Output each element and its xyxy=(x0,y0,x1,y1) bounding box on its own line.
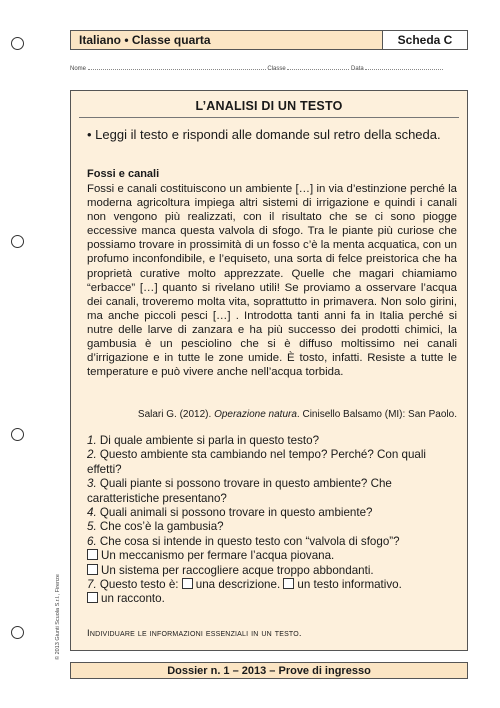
question-5 xyxy=(87,520,462,534)
question-number: 2. xyxy=(87,448,97,462)
question-6 xyxy=(87,535,462,549)
passage-title: Fossi e canali xyxy=(87,168,160,180)
header-title: Italiano • Classe quarta xyxy=(79,33,211,47)
option-label: Un meccanismo per fermare l’acqua piovana. xyxy=(101,549,335,563)
checkbox[interactable] xyxy=(87,549,98,560)
source-author: Salari G. (2012). xyxy=(137,409,215,420)
copyright-note: © 2013 Giunti Scuola S.r.l., Firenze xyxy=(55,574,61,660)
question-2 xyxy=(87,448,462,477)
source-book-title: Operazione natura xyxy=(214,409,297,420)
question-text: Quali animali si possono trovare in questo ambiente? xyxy=(96,506,373,520)
q7-option-c xyxy=(87,592,462,606)
date-label: Data xyxy=(351,66,364,72)
reading-passage: Fossi e canali costituiscono un ambiente […] in via d’estinzione perché la moderna agricoltura impiega altri sistemi di irrigazione e quindi i canali non vengono più realizzati, con il risultato che se ci sono piogge eccessive manca questa valvola di sfogo. Tra le piante più curiose che possiamo trovare in prossimità di un fosso c’è la menta acquatica, con un profumo inconfondibile, e l’equiseto, una sorta di felce preistorica che ha proprietà curative molto apprezzate. Quelle che magari chiamiamo “erbacce” […] quanto si rivelano utili! Se proviamo a osservare l’acqua dei canali, troveremo molta vita, soprattutto in primavera. Non solo girini, ma anche piccoli pesci […] . Introdotta tanti anni fa in Italia perché si nutre delle larve di zanzara e ha più successo dei prodotti chimici, la gambusia è un pesciolino che si è diffuso moltissimo nei canali d’irrigazione e in tutte le zone umide. È tosto, infatti. Resiste a tutte le temperature e può vivere anche nell’acqua torbida. xyxy=(87,183,457,379)
question-7 xyxy=(87,578,462,592)
checkbox[interactable] xyxy=(87,564,98,575)
question-list xyxy=(87,434,462,607)
binder-hole-1 xyxy=(11,37,24,50)
checkbox[interactable] xyxy=(283,578,294,589)
date-field[interactable] xyxy=(365,64,443,70)
worksheet-panel xyxy=(70,90,468,651)
question-1 xyxy=(87,434,462,448)
question-text: Che cos’è la gambusia? xyxy=(96,520,224,534)
question-text: Quali piante si possono trovare in questo ambiente? Che caratteristiche presentano? xyxy=(87,477,392,505)
option-label: Un sistema per raccogliere acque troppo abbondanti. xyxy=(101,563,374,577)
name-row xyxy=(70,64,468,72)
question-number: 3. xyxy=(87,477,97,491)
checkbox[interactable] xyxy=(182,578,193,589)
binder-hole-3 xyxy=(11,428,24,441)
name-label: Nome xyxy=(70,66,87,72)
question-number: 4. xyxy=(87,506,97,520)
sheet-label: Scheda C xyxy=(382,30,468,50)
binder-hole-2 xyxy=(11,235,24,248)
question-text: Di quale ambiente si parla in questo testo? xyxy=(96,434,320,447)
footer-bar: Dossier n. 1 – 2013 – Prove di ingresso xyxy=(70,662,468,679)
checkbox[interactable] xyxy=(87,592,98,603)
question-text: Che cosa si intende in questo testo con “valvola di sfogo”? xyxy=(96,534,400,548)
class-field[interactable] xyxy=(287,64,349,70)
source-publisher: . Cinisello Balsamo (MI): San Paolo. xyxy=(296,409,457,420)
question-text: Questo ambiente sta cambiando nel tempo? Perché? Con quali effetti? xyxy=(87,448,427,476)
name-field[interactable] xyxy=(88,64,266,70)
worksheet-heading: L’ANALISI DI UN TESTO xyxy=(195,99,343,113)
question-3 xyxy=(87,477,462,506)
question-text: Questo testo è: xyxy=(96,578,182,592)
option-label: un testo informativo. xyxy=(297,578,402,592)
question-number: 6. xyxy=(87,534,97,548)
question-number: 7. xyxy=(87,578,97,592)
question-number: 1. xyxy=(87,434,97,447)
option-label: una descrizione. xyxy=(195,578,281,592)
class-label: Classe xyxy=(267,66,286,72)
header-bar xyxy=(70,30,468,50)
learning-objective: Individuare le informazioni essenziali in un testo. xyxy=(87,628,302,639)
q6-option-b xyxy=(87,564,462,578)
binder-hole-4 xyxy=(11,626,24,639)
instruction-text: • Leggi il testo e rispondi alle domande sul retro della scheda. xyxy=(87,127,441,142)
question-number: 5. xyxy=(87,520,97,534)
option-label: un racconto. xyxy=(101,592,165,606)
passage-source xyxy=(71,409,457,420)
question-4 xyxy=(87,506,462,520)
heading-divider xyxy=(79,117,459,118)
q6-option-a xyxy=(87,549,462,563)
